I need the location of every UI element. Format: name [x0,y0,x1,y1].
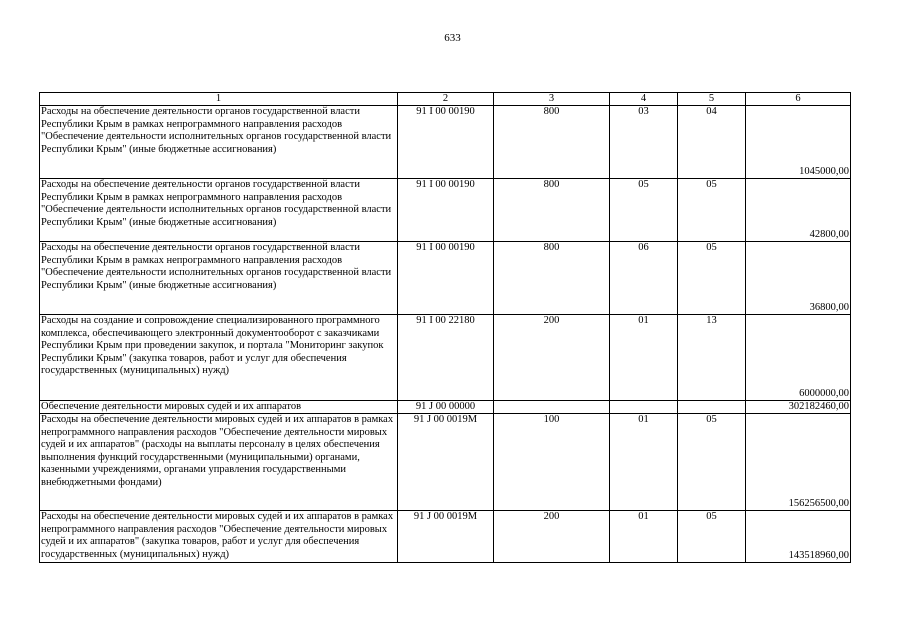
row-code: 91 I 00 22180 [398,315,494,401]
row-name: Расходы на обеспечение деятельности органов государственной власти Республики Крым в рамках непрограммного направления расходов "Обеспечение деятельности исполнительных органов государственной власти Республики Крым" (иные бюджетные ассигнования) [40,179,398,242]
row-code: 91 I 00 00190 [398,106,494,179]
row-code: 91 J 00 0019M [398,511,494,563]
row-type: 100 [494,414,610,511]
row-subsection: 05 [678,511,746,563]
row-amount: 302182460,00 [746,401,851,414]
row-amount: 6000000,00 [746,315,851,401]
row-name: Расходы на создание и сопровождение специализированного программного комплекса, обеспечивающего электронный документооборот с заказчиками Республики Крым при проведении закупок, и портала "Мониторинг закупок Республики Крым" (закупка товаров, работ и услуг для обеспечения государственных (муниципальных) нужд) [40,315,398,401]
row-code: 91 I 00 00190 [398,242,494,315]
header-col-5: 5 [678,93,746,106]
row-section: 01 [610,511,678,563]
table-header-row [40,93,851,106]
header-col-3: 3 [494,93,610,106]
row-amount: 143518960,00 [746,511,851,563]
table-row [40,106,851,179]
row-type [494,401,610,414]
row-name: Расходы на обеспечение деятельности органов государственной власти Республики Крым в рамках непрограммного направления расходов "Обеспечение деятельности исполнительных органов государственной власти Республики Крым" (иные бюджетные ассигнования) [40,106,398,179]
row-type: 200 [494,315,610,401]
table-row [40,511,851,563]
row-section [610,401,678,414]
row-subsection [678,401,746,414]
row-subsection: 13 [678,315,746,401]
table-row [40,179,851,242]
row-name: Расходы на обеспечение деятельности мировых судей и их аппаратов в рамках непрограммного направления расходов "Обеспечение деятельности мировых судей и их аппаратов" (расходы на выплаты персоналу в целях обеспечения выполнения функций государственными (муниципальными) органами, казенными учреждениями, органами управления государственными внебюджетными фондами) [40,414,398,511]
row-name: Расходы на обеспечение деятельности мировых судей и их аппаратов в рамках непрограммного направления расходов "Обеспечение деятельности мировых судей и их аппаратов" (закупка товаров, работ и услуг для обеспечения государственных (муниципальных) нужд) [40,511,398,563]
row-amount: 36800,00 [746,242,851,315]
budget-table [39,92,851,563]
row-name: Обеспечение деятельности мировых судей и их аппаратов [40,401,398,414]
row-subsection: 04 [678,106,746,179]
row-amount: 42800,00 [746,179,851,242]
row-section: 01 [610,315,678,401]
row-code: 91 I 00 00190 [398,179,494,242]
row-code: 91 J 00 0019M [398,414,494,511]
header-col-4: 4 [610,93,678,106]
row-section: 05 [610,179,678,242]
page-number: 633 [444,32,461,44]
table-row [40,414,851,511]
row-subsection: 05 [678,179,746,242]
table-row [40,242,851,315]
header-col-6: 6 [746,93,851,106]
row-amount: 1045000,00 [746,106,851,179]
table-row [40,315,851,401]
row-code: 91 J 00 00000 [398,401,494,414]
row-amount: 156256500,00 [746,414,851,511]
row-type: 800 [494,179,610,242]
row-type: 800 [494,242,610,315]
row-type: 800 [494,106,610,179]
row-type: 200 [494,511,610,563]
row-section: 01 [610,414,678,511]
row-name: Расходы на обеспечение деятельности органов государственной власти Республики Крым в рамках непрограммного направления расходов "Обеспечение деятельности исполнительных органов государственной власти Республики Крым" (иные бюджетные ассигнования) [40,242,398,315]
header-col-2: 2 [398,93,494,106]
row-subsection: 05 [678,414,746,511]
header-col-1: 1 [40,93,398,106]
row-section: 06 [610,242,678,315]
row-subsection: 05 [678,242,746,315]
row-section: 03 [610,106,678,179]
table-row [40,401,851,414]
